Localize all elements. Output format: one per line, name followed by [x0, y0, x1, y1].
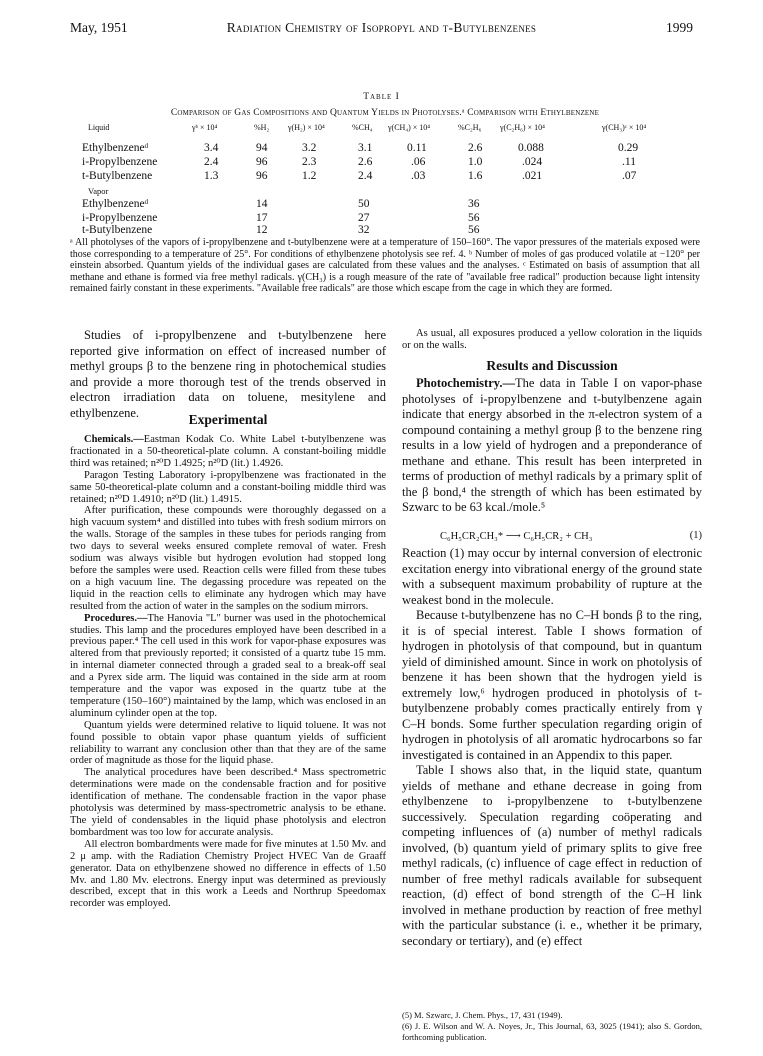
experimental-body	[70, 434, 386, 910]
references	[402, 1010, 702, 1043]
reference-6: (6) J. E. Wilson and W. A. Noyes, Jr., This Journal, 63, 3025 (1941); also S. Gordon, forthcoming publication.	[402, 1021, 702, 1042]
usual-text: As usual, all exposures produced a yellow coloration in the liquids or on the walls.	[402, 328, 702, 351]
table-row	[70, 224, 700, 238]
cell: 12	[256, 224, 268, 236]
quantum-paragraph: Quantum yields were determined relative to liquid toluene. It was not found possible to obtain vapor phase quantum yields of sufficient reliability to warrant any conclusion other than that they are of the same order of magnitude as those for the liquid phase.	[70, 719, 386, 767]
row-label: Ethylbenzeneᵈ	[82, 198, 149, 210]
section-heading-experimental: Experimental	[188, 412, 268, 427]
cell: .11	[622, 156, 636, 168]
cell: 0.29	[618, 142, 639, 154]
cell: 2.6	[358, 156, 373, 168]
table-row	[70, 198, 700, 212]
photochemistry-text: The data in Table I on vapor-phase photolyses of i-propylbenzene and t-butylbenzene again indicate that energy absorbed in the π-electron system of a compound containing a methyl group β to the benzene ring results in a low yield of hydrogen and a preponderance of methane and ethane. This result has been interpreted in terms of production of methyl radicals by a primary split of the β bond,⁴ the strength of which has been estimated by Szwarc to be 63 kcal./mole.⁵	[402, 376, 702, 514]
cell: 27	[358, 212, 370, 224]
reaction-paragraph: Reaction (1) may occur by internal conversion of electronic excitation energy into vibrational energy of the ground state with a subsequent maximum probability of rupture at the weakest bond in the molecule.	[402, 546, 702, 607]
cell: 36	[468, 198, 480, 210]
because-paragraph: Because t-butylbenzene has no C–H bonds β to the ring, it is of special interest. Table I shows formation of hydrogen in photolysis of that compound, but in quantum yield of diminished amount. Since in work on photolysis of benzene it has been shown that the hydrogen yield is extremely low,⁶ hydrogen produced in photolysis of t-butylbenzene probably comes practically entirely from γ C–H bonds. Some further speculation regarding origin of hydrogen in photolysis of all aromatic hydrocarbons so far investigated is contained in an Appendix to this paper.	[402, 608, 702, 762]
row-label: t-Butylbenzene	[82, 170, 153, 182]
section-heading-results: Results and Discussion	[486, 358, 618, 373]
table-header-cell: γ(H₂) × 10⁴	[288, 123, 325, 132]
cell: 1.3	[204, 170, 219, 182]
electron-paragraph: All electron bombardments were made for five minutes at 1.50 Mv. and 2 μ amp. with the Radiation Chemistry Project HVEC Van de Graaff generator. Data on ethylbenzene showed no difference in effects of 1.50 Mv. and 1.80 Mv. electrons. Energy input was determined as previously described, except that in this work a Leeds and Northrup Speedomax recorder was employed.	[70, 838, 386, 910]
cell: .021	[522, 170, 543, 182]
cell: 3.4	[204, 142, 219, 154]
table-header-cell: γ(CH₃)ᶜ × 10⁴	[602, 123, 647, 132]
intro-text: Studies of i-propylbenzene and t-butylbenzene here reported give information on effect of increased number of methyl groups β to the benzene ring in photochemical studies and provide a more thorough test of the trends observed in electron irradiation data on toluene, mesitylene and ethylbenzene.	[70, 328, 386, 420]
chemicals-lead: Chemicals.—	[84, 434, 144, 445]
discussion-body	[402, 546, 702, 949]
row-label: Ethylbenzeneᵈ	[82, 142, 149, 154]
equation-number: (1)	[689, 530, 702, 541]
cell: 96	[256, 170, 268, 182]
cell: 56	[468, 212, 480, 224]
table-footnote: ᵃ All photolyses of the vapors of i-propylbenzene and t-butylbenzene were at a temperature of 150–160°. The vapor pressures of the materials exposed were those corresponding to a temperature of 25°. For conditions of ethylbenzene photolysis see ref. 4. ᵇ Number of moles of gas produced volatile at −120° per einstein absorbed. Quantum yields of the individual gases are calculated from these values and the analyses. ᶜ Estimated on basis of assumption that all methane and ethane is formed via free methyl radicals. γ(CH₃) is a rough measure of the rate of "available free radical" production because light intensity remained fairly constant in these experiments. "Available free radicals" are those which escape from the cage in which they are formed.	[70, 237, 700, 294]
cell: .06	[411, 156, 426, 168]
cell: 32	[358, 224, 370, 236]
cell: 2.6	[468, 142, 483, 154]
table-header-cell: %C₂H₆	[458, 123, 482, 132]
table-shows-paragraph: Table I shows also that, in the liquid state, quantum yields of methane and ethane decrease in going from ethylbenzene to i-propylbenzene to t-butylbenzene successively. Speculation regarding coöperating and competing influences of (a) number of methyl radicals involved, (b) quantum yield of primary splits to give free methyl radicals, (c) influence of cage effect in reduction of number of free methyl radicals available for subsequent reaction, (d) effect of bond strength of the C–H link involved in methane production by reaction of free methyl with the particular substance (i. e., whether it be primary, secondary or tertiary), and (e) effect	[402, 763, 702, 948]
table-row	[70, 142, 700, 156]
vapor-label: Vapor	[88, 186, 109, 196]
cell: 1.2	[302, 170, 317, 182]
analytical-paragraph: The analytical procedures have been described.⁴ Mass spectrometric determinations were made on the condensable fraction and for positive identification of methane. The condensable fraction in the vapor phase photolysis was determined by mass-spectrometric analysis to be ethane. The yield of condensables in the liquid phase photolysis and electron bombardment was too low for accurate analysis.	[70, 767, 386, 838]
procedures-text: The Hanovia "L" burner was used in the photochemical studies. This lamp and the procedures employed have been described in a previous paper.⁴ The cell used in this work for vapor-phase exposures was altered from that previously reported; it consisted of a quartz tube 15 mm. in internal diameter connected through a graded seal to a break-off seal and a Pyrex side arm. The liquid was contained in the side arm at room temperature and the vapor was exposed in the quartz tube at the temperature (150–160°) maintained by the lamp, which was enclosed in an aluminum cylinder open at the top.	[70, 612, 386, 719]
table-caption: Table I	[363, 92, 400, 102]
running-header	[70, 20, 693, 38]
table-row	[70, 170, 700, 184]
table-header-cell: %CH₄	[352, 123, 373, 132]
procedures-lead: Procedures.—	[84, 612, 148, 624]
cell: 2.4	[358, 170, 373, 182]
header-date: May, 1951	[70, 20, 128, 35]
cell: 2.3	[302, 156, 317, 168]
cell: 96	[256, 156, 268, 168]
cell: 1.6	[468, 170, 483, 182]
cell: 50	[358, 198, 370, 210]
cell: 94	[256, 142, 268, 154]
usual-paragraph	[402, 328, 702, 352]
cell: 56	[468, 224, 480, 236]
cell: .024	[522, 156, 543, 168]
cell: 14	[256, 198, 268, 210]
chemicals-text: Eastman Kodak Co. White Label t-butylbenzene was fractionated in a 50-theoretical-plate column. A constant-boiling middle third was retained; n²⁰D 1.4925; n²⁰D (lit.) 1.4926.	[70, 434, 386, 469]
cell: 3.1	[358, 142, 373, 154]
page-number: 1999	[666, 20, 693, 35]
paragon-paragraph: Paragon Testing Laboratory i-propylbenzene was fractionated in the same 50-theoretical-plate column and a constant-boiling middle third was retained; n²⁰D 1.4910; n²⁰D (lit.) 1.4915.	[70, 469, 386, 505]
table-title: Comparison of Gas Compositions and Quantum Yields in Photolyses.ᵃ Comparison with Ethylbenzene	[170, 108, 600, 118]
photochemistry-paragraph	[402, 376, 702, 516]
table-header-cell: γ(CH₄) × 10⁴	[388, 123, 431, 132]
cell: 0.11	[407, 142, 427, 154]
intro-paragraph	[70, 328, 386, 421]
row-label: i-Propylbenzene	[82, 156, 158, 168]
cell: 17	[256, 212, 268, 224]
equation-text: C₆H₅CR₂CH₃* ⟶ C₆H₅CR₂ + CH₃	[440, 531, 593, 542]
table-row	[70, 156, 700, 170]
cell: 1.0	[468, 156, 483, 168]
chemicals-paragraph	[70, 434, 386, 470]
table-header-cell: γ(C₂H₆) × 10⁴	[500, 123, 545, 132]
cell: 2.4	[204, 156, 219, 168]
cell: .03	[411, 170, 426, 182]
procedures-paragraph	[70, 613, 386, 720]
reference-5: (5) M. Szwarc, J. Chem. Phys., 17, 431 (1949).	[402, 1010, 563, 1020]
table-header-cell: Liquid	[88, 123, 110, 132]
row-label: t-Butylbenzene	[82, 224, 153, 236]
cell: 3.2	[302, 142, 317, 154]
table-header-cell: γᵇ × 10⁴	[192, 123, 218, 132]
cell: 0.088	[518, 142, 544, 154]
table-header-row	[70, 123, 700, 134]
cell: .07	[622, 170, 637, 182]
row-label: i-Propylbenzene	[82, 212, 158, 224]
purification-paragraph: After purification, these compounds were thoroughly degassed on a high vacuum system⁴ and distilled into tubes with fresh sodium mirrors on the walls. Storage of the samples in these tubes for periods ranging from two days to several weeks ensured complete removal of water. Fresh sodium was always visible but hydrogen evolution had stopped long before the samples were used. Reaction cells were filled from these tubes on a high vacuum line. The degassing procedure was repeated on the liquid in the reaction cells to eliminate any hydrogen which may have resulted from the action of water in the samples on the sodium mirrors.	[70, 505, 386, 612]
table-header-cell: %H₂	[254, 123, 270, 132]
header-title: Radiation Chemistry of Isopropyl and t-Butylbenzenes	[226, 20, 537, 35]
photochemistry-lead: Photochemistry.—	[416, 376, 515, 390]
